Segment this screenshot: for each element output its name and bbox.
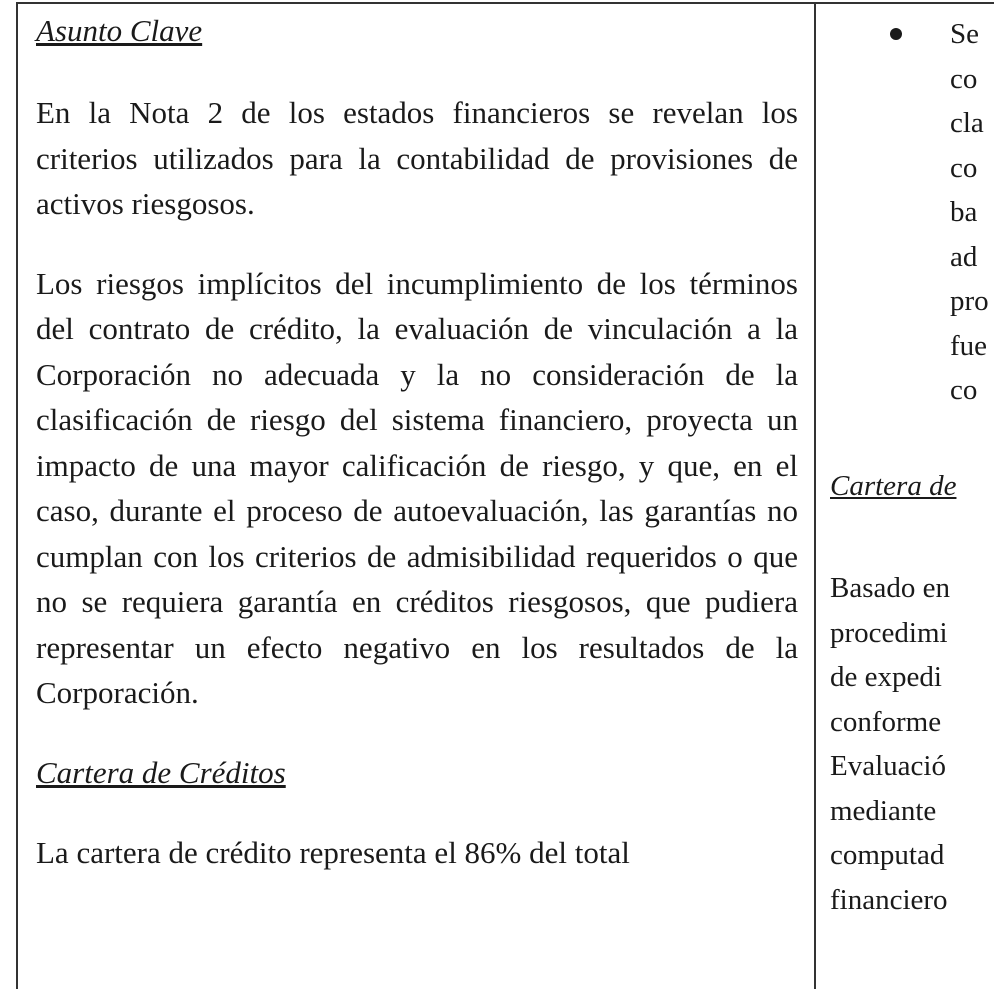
right-procedure-paragraph [830, 566, 950, 922]
loan-portfolio-paragraph: La cartera de crédito representa el 86% del total [36, 834, 630, 870]
bullet-line: fue [950, 329, 988, 362]
note-2-paragraph: En la Nota 2 de los estados financieros se revelan los criterios utilizados para la contabilidad de provisiones de activos riesgosos. [36, 95, 798, 221]
risks-paragraph: Los riesgos implícitos del incumplimiento de los términos del contrato de crédito, la evaluación de vinculación a la Corporación no adecuada y la no consideración de la clasificación de riesgo del sistema financiero, proyecta un impacto de una mayor calificación de riesgo, y que, en el caso, durante el proceso de autoevaluación, las garantías no cumplan con los criterios de admisibilidad requeridos o que no se requiera garantía en créditos riesgosos, que pudiera representar un efecto negativo en los resultados de la Corporación. [36, 265, 798, 710]
bullet-line: co [950, 374, 978, 406]
bullet-line: co [950, 62, 978, 95]
table-left-border [16, 2, 18, 989]
bullet-line: Se [950, 18, 979, 50]
paragraph-line: financiero [830, 883, 948, 916]
right-table-cell [830, 8, 994, 989]
paragraph-line: Evaluació [830, 750, 946, 782]
paragraph-line: procedimi [830, 616, 948, 649]
table-column-divider [814, 2, 816, 989]
loan-portfolio-heading: Cartera de Créditos [36, 754, 286, 790]
left-table-cell [36, 8, 798, 875]
bullet-line: ba [950, 196, 978, 228]
paragraph-line: conforme [830, 705, 942, 738]
bullet-line: ad [950, 240, 978, 273]
right-loan-portfolio-heading: Cartera de [830, 470, 957, 502]
paragraph-line: computad [830, 839, 945, 871]
paragraph-line: de expedi [830, 661, 942, 693]
paragraph-line: mediante [830, 794, 937, 827]
paragraph-line: Basado en [830, 572, 950, 604]
bullet-text [950, 12, 989, 413]
bullet-line: cla [950, 107, 984, 139]
bullet-line: pro [950, 285, 989, 317]
bullet-line: co [950, 151, 978, 184]
key-matter-heading: Asunto Clave [36, 13, 203, 48]
table-top-border [16, 2, 994, 4]
bullet-icon [890, 28, 902, 40]
